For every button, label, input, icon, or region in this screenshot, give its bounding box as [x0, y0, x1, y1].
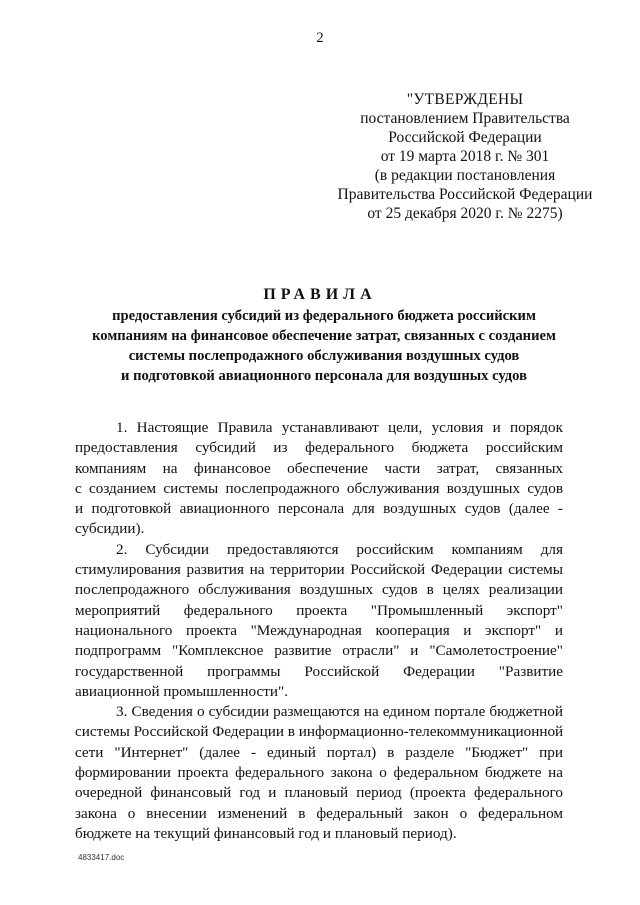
paragraph-1-line: компаниям на финансовое обеспечение части затрат, связанных [75, 459, 563, 477]
approval-line: от 25 декабря 2020 г. № 2275) [367, 205, 563, 222]
paragraph-3-line: очередной финансовый год и плановый период (проекта федерального [75, 784, 563, 802]
paragraph-3-line: системы Российской Федерации в информационно-телекоммуникационной [75, 723, 564, 741]
paragraph-2-line: послепродажного обслуживания воздушных судов в целях реализации [75, 581, 563, 599]
paragraph-3-line: бюджете на текущий финансовый год и плановый период). [75, 824, 457, 842]
paragraph-3-line: сети "Интернет" (далее - единый портал) в разделе "Бюджет" при [75, 743, 563, 761]
approval-line: (в редакции постановления [374, 167, 556, 184]
paragraph-1-line: с созданием системы послепродажного обслуживания воздушных судов [75, 479, 563, 497]
approval-line: Правительства Российской Федерации [337, 186, 593, 203]
paragraph-3-line: 3. Сведения о субсидии размещаются на едином портале бюджетной [116, 703, 563, 721]
subtitle-line: компаниям на финансовое обеспечение затрат, связанных с созданием [92, 328, 556, 344]
paragraph-1-line: предоставления субсидий из федерального бюджета российским [75, 439, 563, 457]
document-body [75, 418, 563, 844]
paragraph-2-line: авиационной промышленности". [75, 682, 288, 700]
page-number: 2 [316, 30, 324, 46]
paragraph-3-line: закона о внесении изменений в федеральный закон о федеральном [75, 804, 563, 822]
paragraph-3-line: формировании проекта федерального закона о федеральном бюджете на [75, 764, 563, 782]
paragraph-1-line: и подготовкой авиационного персонала для воздушных судов (далее - [75, 500, 563, 518]
approval-line: Российской Федерации [388, 129, 542, 146]
paragraph-2-line: государственной программы Российской Федерации "Развитие [75, 662, 563, 680]
subtitle-line: предоставления субсидий из федерального бюджета российским [112, 308, 536, 324]
approval-line: постановлением Правительства [360, 110, 570, 127]
document-subtitle [80, 306, 568, 386]
paragraph-2-line: стимулирования развития на территории Российской Федерации системы [75, 561, 563, 579]
paragraph-1-line: субсидии). [75, 520, 145, 538]
paragraph-2-line: 2. Субсидии предоставляются российским компаниям для [116, 540, 563, 558]
approval-title: "УТВЕРЖДЕНЫ [406, 91, 524, 108]
subtitle-line: и подготовкой авиационного персонала для воздушных судов [121, 368, 527, 384]
paragraph-2-line: национального проекта "Международная кооперация и экспорт" и [75, 621, 563, 639]
document-title: ПРАВИЛА [263, 286, 377, 303]
document-file-code: 4833417.doc [78, 853, 125, 862]
paragraph-2-line: подпрограмм "Комплексное развитие отрасли" и "Самолетостроение" [75, 642, 563, 660]
paragraph-1-line: 1. Настоящие Правила устанавливают цели, условия и порядок [116, 419, 563, 436]
approval-block [330, 90, 600, 223]
approval-line: от 19 марта 2018 г. № 301 [380, 148, 550, 165]
paragraph-2-line: мероприятий федерального проекта "Промышленный экспорт" [75, 601, 563, 619]
subtitle-line: системы послепродажного обслуживания воздушных судов [128, 348, 520, 364]
